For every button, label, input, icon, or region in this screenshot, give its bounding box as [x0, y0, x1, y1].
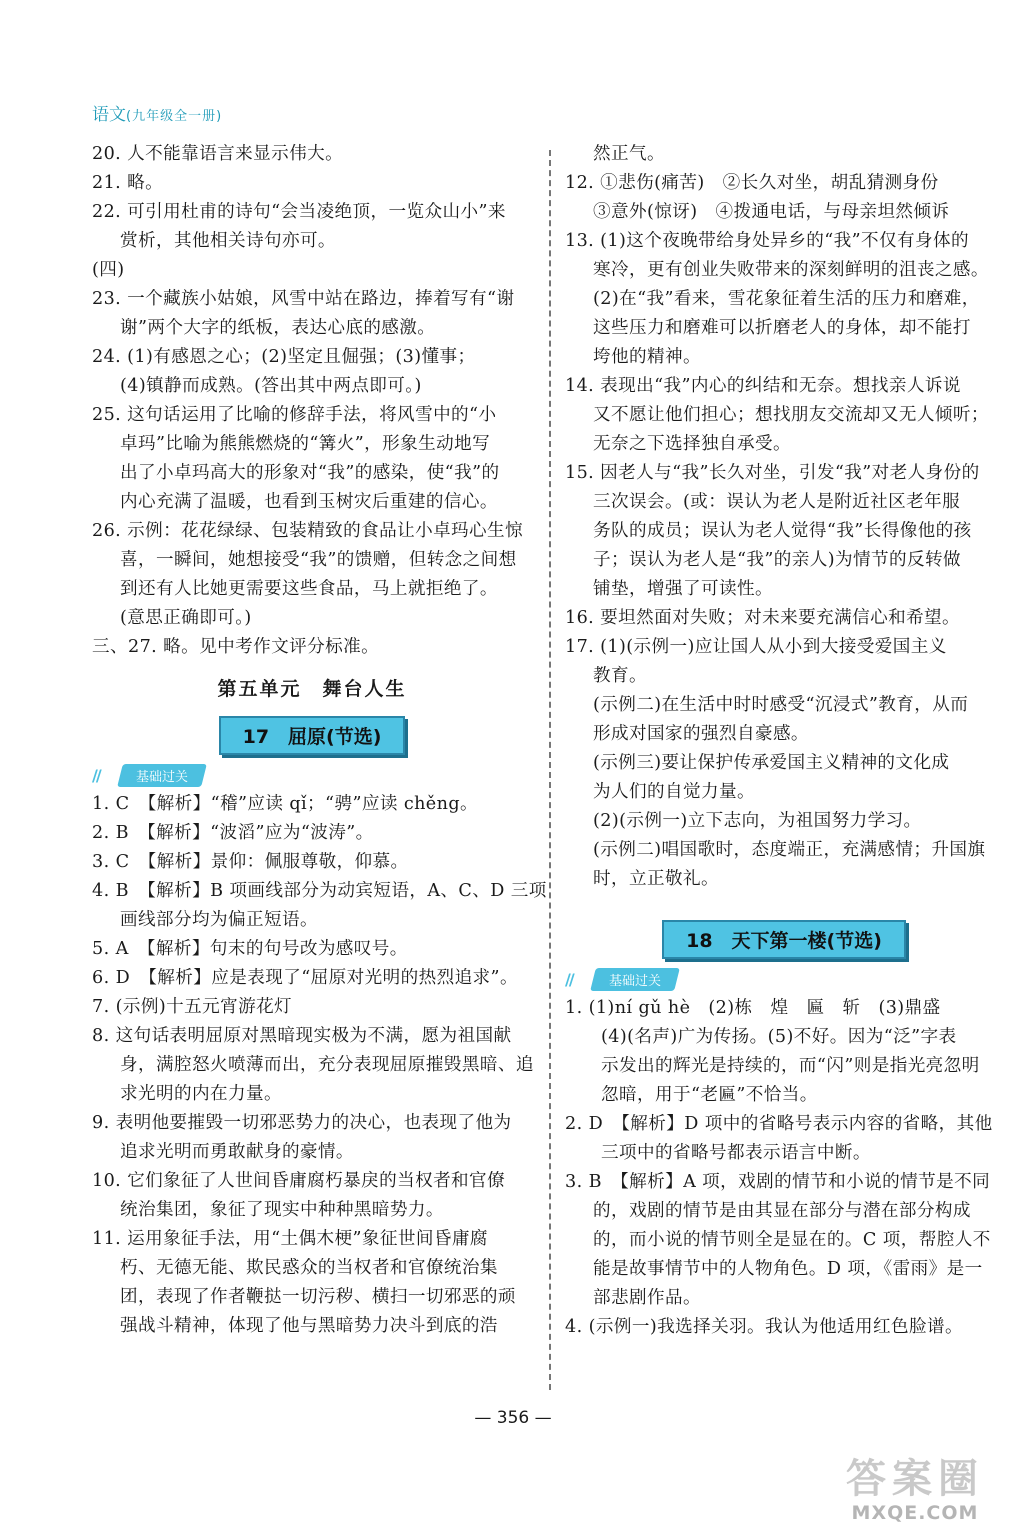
slash-deco-icon: //	[92, 765, 100, 785]
answer-line: 3. C 【解析】景仰：佩服尊敬，仰慕。	[92, 852, 409, 872]
answer-line: 画线部分均为偏正短语。	[120, 910, 318, 930]
answer-line: 形成对国家的强烈自豪感。	[593, 724, 809, 744]
answer-line: 求光明的内在力量。	[120, 1084, 282, 1104]
subject-label: 语文	[92, 105, 126, 125]
answer-line: (示例二)在生活中时时感受“沉浸式”教育，从而	[593, 695, 969, 715]
answer-line: (4)镇静而成熟。(答出其中两点即可。)	[120, 376, 422, 396]
basic-badge-row-2	[565, 964, 1003, 994]
answer-line: 13. (1)这个夜晚带给身处异乡的“我”不仅有身体的	[565, 231, 969, 251]
answer-line: 部悲剧作品。	[593, 1288, 701, 1308]
lesson-17-title: 17 屈原(节选)	[219, 716, 406, 755]
answer-line: 喜，一瞬间，她想接受“我”的馈赠，但转念之间想	[120, 550, 517, 570]
answer-line: 5. A 【解析】句末的句号改为感叹号。	[92, 939, 408, 959]
answer-line: 1. C 【解析】“稽”应读 qǐ；“骋”应读 chěng。	[92, 794, 479, 814]
answer-line: 统治集团，象征了现实中种种黑暗势力。	[120, 1200, 444, 1220]
answer-line: 24. (1)有感恩之心；(2)坚定且倔强；(3)懂事；	[92, 347, 476, 367]
answer-line: 寒冷，更有创业失败带来的深刻鲜明的沮丧之感。	[593, 260, 989, 280]
answer-line: 强战斗精神，体现了他与黑暗势力决斗到底的浩	[120, 1316, 498, 1336]
answer-line: 20. 人不能靠语言来显示伟大。	[92, 144, 344, 164]
answer-line: 21. 略。	[92, 173, 164, 193]
answer-line: 8. 这句话表明屈原对黑暗现实极为不满，愿为祖国献	[92, 1026, 512, 1046]
lesson-18-heading	[565, 914, 1003, 964]
answer-line: 追求光明而勇敢献身的豪情。	[120, 1142, 354, 1162]
answers-lesson17	[92, 790, 547, 1341]
answer-line: 谢”两个大字的纸板，表达心底的感激。	[120, 318, 436, 338]
answer-line: (示例三)要让保护传承爱国主义精神的文化成	[593, 753, 950, 773]
answer-line: 4. (示例一)我选择关羽。我认为他适用红色脸谱。	[565, 1317, 963, 1337]
answer-line: 7. (示例)十五元宵游花灯	[92, 997, 293, 1017]
answer-line: 的，而小说的情节则全是显在的。C 项，帮腔人不	[593, 1230, 991, 1250]
answer-line: 26. 示例：花花绿绿、包装精致的食品让小卓玛心生惊	[92, 521, 524, 541]
page-number: — 356 —	[474, 1408, 552, 1428]
answer-line: 16. 要坦然面对失败；对未来要充满信心和希望。	[565, 608, 961, 628]
watermark-url: MXQE.COM	[851, 1502, 979, 1524]
slash-deco-icon: //	[565, 969, 573, 989]
right-column	[565, 140, 1003, 1342]
answer-line: 的，戏剧的情节是由其显在部分与潜在部分构成	[593, 1201, 971, 1221]
answer-line: 赏析，其他相关诗句亦可。	[120, 231, 336, 251]
basic-badge-row	[92, 760, 532, 790]
answer-line: 子；误认为老人是“我”的亲人)为情节的反转做	[593, 550, 961, 570]
lesson-17-heading	[92, 710, 532, 760]
answer-line: (四)	[92, 260, 125, 280]
answer-line: 4. B 【解析】B 项画线部分为动宾短语，A、C、D 三项	[92, 881, 547, 901]
answer-line: 22. 可引用杜甫的诗句“会当凌绝顶，一览众山小”来	[92, 202, 506, 222]
page-header	[92, 100, 222, 125]
answer-line: 这些压力和磨难可以折磨老人的身体，却不能打	[593, 318, 971, 338]
answer-line: ③意外(惊讶) ④拨通电话，与母亲坦然倾诉	[593, 202, 950, 222]
answer-line: (2)(示例一)立下志向，为祖国努力学习。	[593, 811, 922, 831]
answer-line: 三次误会。(或：误认为老人是附近社区老年服	[593, 492, 961, 512]
answer-line: (示例二)唱国歌时，态度端正，充满感情；升国旗	[593, 840, 986, 860]
answers-unit4	[92, 140, 532, 662]
basic-practice-badge-2: 基础过关	[590, 968, 680, 991]
answer-line: 团，表现了作者鞭挞一切污秽、横扫一切邪恶的顽	[120, 1287, 516, 1307]
answer-line: 然正气。	[593, 144, 665, 164]
grade-label: (九年级全一册)	[126, 109, 223, 124]
answer-line: 身，满腔怒火喷薄而出，充分表现屈原摧毁黑暗、追	[120, 1055, 534, 1075]
answer-line: 内心充满了温暖，也看到玉树灾后重建的信心。	[120, 492, 498, 512]
answer-line: (4)(名声)广为传扬。(5)不好。因为“泛”字表	[601, 1027, 957, 1047]
answer-line: 1. (1)ní gǔ hè (2)栋 煌 匾 斩 (3)鼎盛	[565, 998, 941, 1018]
answer-line: 3. B 【解析】A 项，戏剧的情节和小说的情节是不同	[565, 1172, 991, 1192]
column-divider	[549, 150, 551, 1390]
answer-line: 为人们的自觉力量。	[593, 782, 755, 802]
answer-line: 12. ①悲伤(痛苦) ②长久对坐，胡乱猜测身份	[565, 173, 939, 193]
answer-line: 务队的成员；误认为老人觉得“我”长得像他的孩	[593, 521, 972, 541]
answer-line: 忽暗，用于“老匾”不恰当。	[601, 1085, 818, 1105]
answer-line: 铺垫，增强了可读性。	[593, 579, 773, 599]
answer-line: 时，立正敬礼。	[593, 869, 719, 889]
answer-line: 卓玛”比喻为熊熊燃烧的“篝火”，形象生动地写	[120, 434, 491, 454]
answer-line: 出了小卓玛高大的形象对“我”的感染，使“我”的	[120, 463, 500, 483]
answer-line: 11. 运用象征手法，用“土偶木梗”象征世间昏庸腐	[92, 1229, 488, 1249]
answer-line: 6. D 【解析】应是表现了“屈原对光明的热烈追求”。	[92, 968, 518, 988]
answer-line: 2. D 【解析】D 项中的省略号表示内容的省略，其他	[565, 1114, 993, 1134]
answer-line: 17. (1)(示例一)应让国人从小到大接受爱国主义	[565, 637, 947, 657]
answer-line: 能是故事情节中的人物角色。D 项，《雷雨》是一	[593, 1259, 983, 1279]
answer-line: 23. 一个藏族小姑娘，风雪中站在路边，捧着写有“谢	[92, 289, 515, 309]
watermark-text: 答案圈	[846, 1456, 984, 1502]
answer-line: 10. 它们象征了人世间昏庸腐朽暴戾的当权者和官僚	[92, 1171, 506, 1191]
answer-line: 教育。	[593, 666, 647, 686]
answer-line: (意思正确即可。)	[120, 608, 252, 628]
answer-line: 2. B 【解析】“波滔”应为“波涛”。	[92, 823, 374, 843]
unit-title: 第五单元 舞台人生	[217, 678, 407, 700]
left-column	[92, 140, 547, 1341]
answer-line: 到还有人比她更需要这些食品，马上就拒绝了。	[120, 579, 498, 599]
answer-line: 三、27. 略。见中考作文评分标准。	[92, 637, 380, 657]
answer-line: 25. 这句话运用了比喻的修辞手法，将风雪中的“小	[92, 405, 497, 425]
answer-line: 朽、无德无能、欺民惑众的当权者和官僚统治集	[120, 1258, 498, 1278]
answer-line: 示发出的辉光是持续的，而“闪”则是指光亮忽明	[601, 1056, 980, 1076]
answer-line: 又不愿让他们担心；想找朋友交流却又无人倾听；	[593, 405, 989, 425]
watermark-logo	[820, 1456, 1010, 1530]
answers-lesson16	[565, 140, 1003, 894]
lesson-18-title: 18 天下第一楼(节选)	[662, 920, 906, 959]
basic-practice-badge: 基础过关	[117, 764, 207, 787]
answer-line: 14. 表现出“我”内心的纠结和无奈。想找亲人诉说	[565, 376, 961, 396]
answer-line: 15. 因老人与“我”长久对坐，引发“我”对老人身份的	[565, 463, 980, 483]
answers-lesson18	[565, 994, 1003, 1342]
answer-line: 无奈之下选择独自承受。	[593, 434, 791, 454]
answer-line: (2)在“我”看来，雪花象征着生活的压力和磨难，	[593, 289, 980, 309]
answer-line: 三项中的省略号都表示语言中断。	[601, 1143, 871, 1163]
answer-line: 垮他的精神。	[593, 347, 701, 367]
answer-line: 9. 表明他要摧毁一切邪恶势力的决心，也表现了他为	[92, 1113, 512, 1133]
